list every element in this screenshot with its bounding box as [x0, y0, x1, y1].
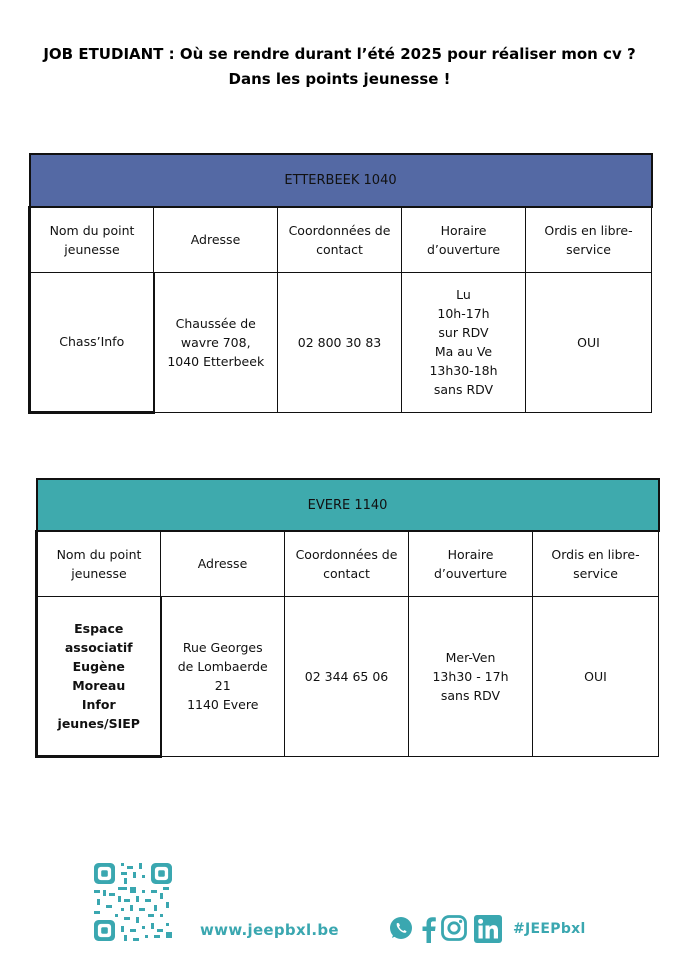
table-header-row [37, 531, 659, 596]
address-line: de Lombaerde [177, 659, 268, 674]
table-row [30, 272, 652, 412]
header-computers: Ordis en libre-service [526, 207, 652, 272]
youth-point-address [161, 596, 285, 756]
youth-point-computers: OUI [526, 272, 652, 412]
header-hours: Horaire d’ouverture [402, 207, 526, 272]
hours-line: Ma au Ve [434, 344, 493, 359]
youth-point-contact: 02 800 30 83 [278, 272, 402, 412]
header-name: Nom du point jeunesse [37, 531, 161, 596]
youth-point-name [37, 596, 161, 756]
header-address: Adresse [154, 207, 278, 272]
name-line: Moreau [72, 677, 126, 693]
evere-band: EVERE 1140 [37, 479, 659, 531]
address-line: Chaussée de [175, 315, 256, 331]
hours-line: sur RDV [438, 325, 489, 340]
youth-point-hours [409, 596, 533, 756]
etterbeek-band: ETTERBEEK 1040 [30, 154, 652, 207]
header-contact: Coordonnées de contact [278, 207, 402, 272]
header-name: Nom du point jeunesse [30, 207, 154, 272]
linkedin-icon[interactable] [474, 915, 502, 948]
hashtag-label: #JEEPbxl [513, 921, 586, 937]
address-line: 1140 Evere [187, 697, 259, 712]
header-computers: Ordis en libre-service [533, 531, 659, 596]
table-row [37, 596, 659, 756]
hours-line: Lu [456, 287, 471, 302]
name-line: Infor [81, 696, 116, 712]
hours-line: 13h30 - 17h [432, 668, 509, 684]
instagram-icon[interactable] [441, 915, 467, 946]
hours-line: sans RDV [433, 382, 494, 397]
qr-code-icon[interactable] [94, 863, 172, 941]
name-line: jeunes/SIEP [57, 715, 140, 731]
hours-line: 10h-17h [437, 306, 490, 321]
youth-point-address [154, 272, 278, 412]
facebook-icon[interactable] [421, 915, 437, 948]
page-title [0, 42, 679, 92]
hours-line: Mer-Ven [445, 649, 496, 665]
website-link[interactable]: www.jeepbxl.be [200, 921, 339, 939]
youth-point-computers: OUI [533, 596, 659, 756]
name-line: Eugène [72, 658, 125, 674]
etterbeek-table [28, 153, 653, 414]
evere-table [35, 478, 660, 758]
footer [0, 855, 679, 955]
youth-point-contact: 02 344 65 06 [285, 596, 409, 756]
header-contact: Coordonnées de contact [285, 531, 409, 596]
whatsapp-icon[interactable] [388, 915, 414, 946]
youth-point-hours [402, 272, 526, 412]
title-line-1: JOB ETUDIANT : Où se rendre durant l’été 2025 pour réaliser mon cv ? [43, 45, 636, 63]
address-line: 1040 Etterbeek [167, 353, 265, 369]
address-line: 21 [214, 678, 231, 693]
title-line-2: Dans les points jeunesse ! [228, 70, 451, 88]
hours-line: sans RDV [440, 687, 501, 703]
youth-point-name: Chass’Info [30, 272, 154, 412]
header-hours: Horaire d’ouverture [409, 531, 533, 596]
name-line: Espace [74, 620, 124, 636]
address-line: wavre 708, [180, 334, 251, 350]
address-line: Rue Georges [182, 640, 263, 655]
header-address: Adresse [161, 531, 285, 596]
table-header-row [30, 207, 652, 272]
hours-line: 13h30-18h [429, 363, 498, 378]
name-line: associatif [64, 639, 133, 655]
